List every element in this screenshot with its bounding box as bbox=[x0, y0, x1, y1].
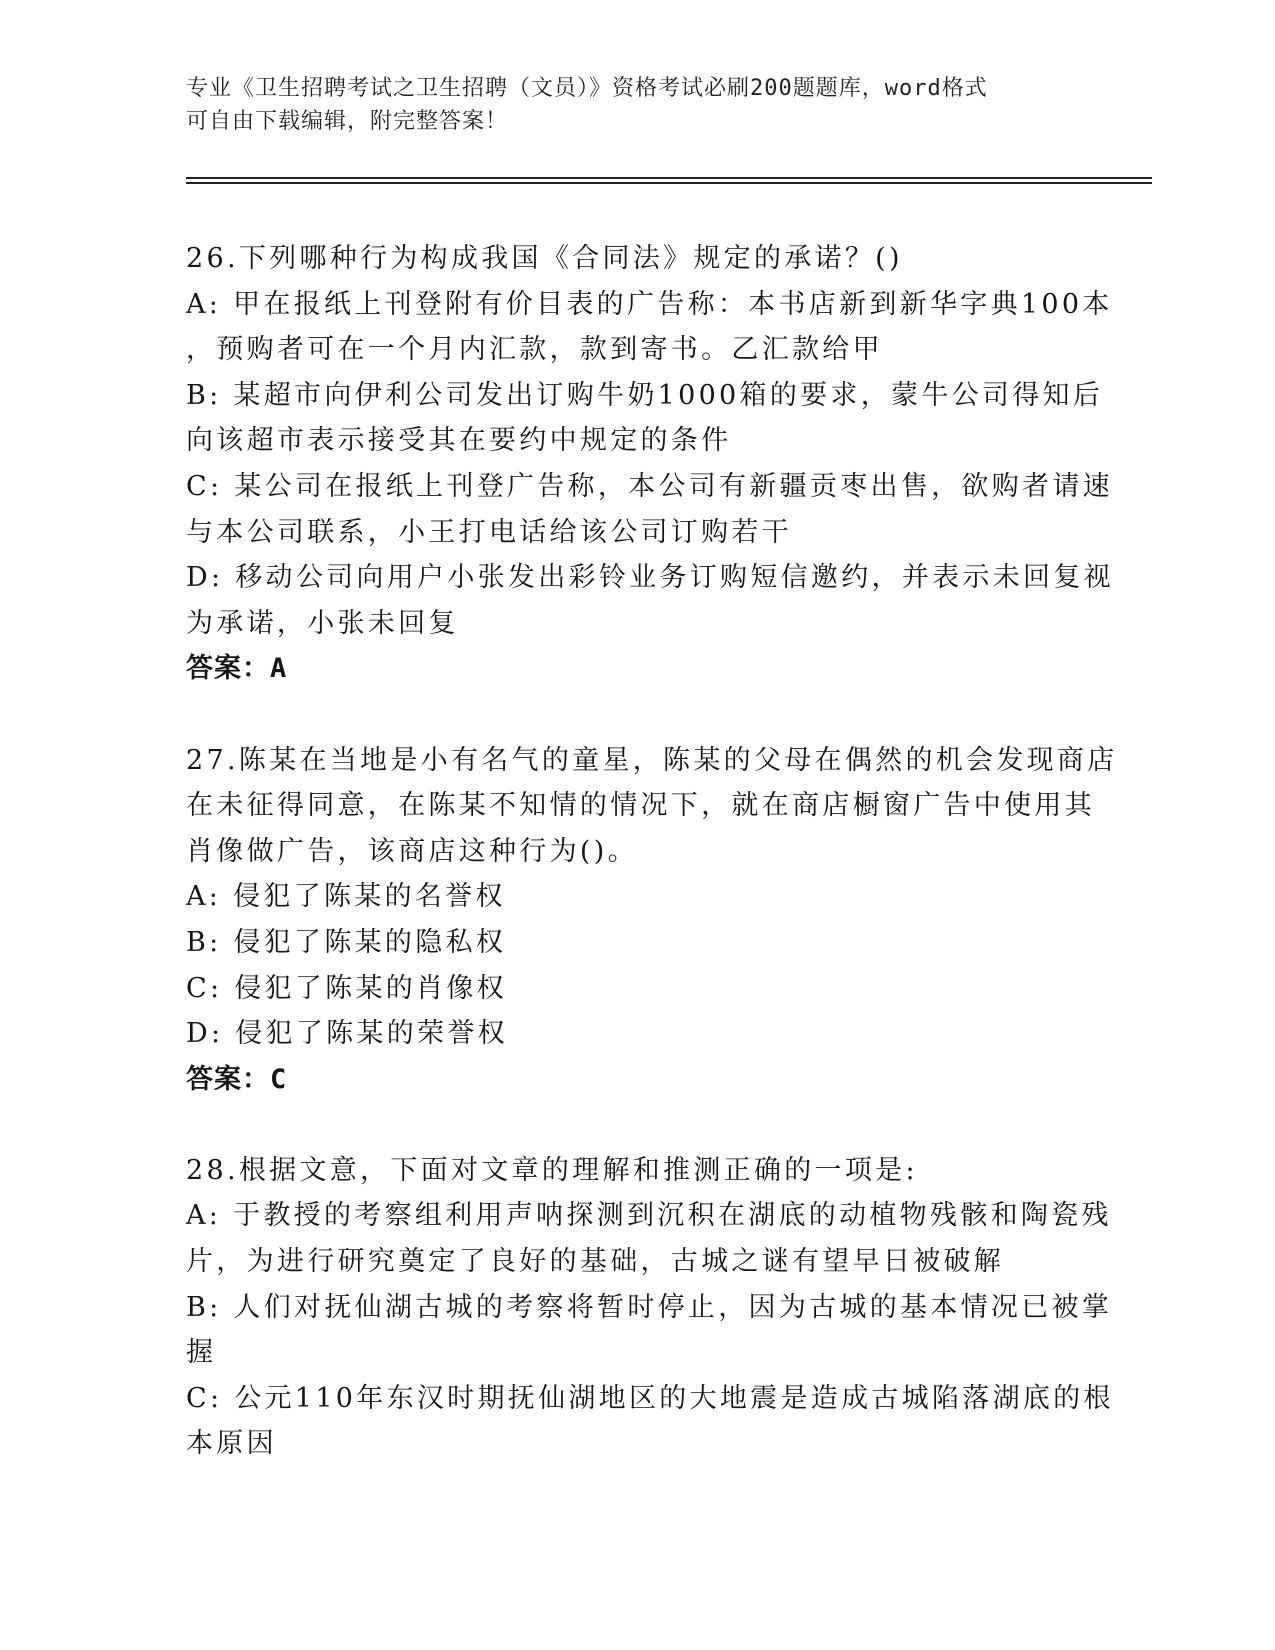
header-line-2: 可自由下载编辑，附完整答案！ bbox=[186, 109, 509, 134]
question-28 bbox=[186, 1148, 1114, 1467]
option-c: C: 侵犯了陈某的肖像权 bbox=[186, 972, 507, 1004]
option-d-continued: 为承诺，小张未回复 bbox=[186, 607, 459, 639]
answer-label: 答案：A bbox=[186, 653, 288, 685]
option-b: B: 人们对抚仙湖古城的考察将暂时停止，因为古城的基本情况已被掌 bbox=[186, 1291, 1113, 1323]
question-spacer bbox=[186, 692, 1086, 738]
option-b-continued: 向该超市表示接受其在要约中规定的条件 bbox=[186, 425, 732, 457]
question-stem: 26.下列哪种行为构成我国《合同法》规定的承诺？() bbox=[186, 243, 903, 274]
question-spacer bbox=[186, 1102, 1086, 1148]
question-stem: 27.陈某在当地是小有名气的童星，陈某的父母在偶然的机会发现商店 bbox=[186, 744, 1118, 776]
header-line-1: 专业《卫生招聘考试之卫生招聘（文员）》资格考试必刷200题题库，word格式 bbox=[186, 76, 988, 101]
option-b-continued: 握 bbox=[186, 1337, 217, 1369]
option-d: D: 移动公司向用户小张发出彩铃业务订购短信邀约，并表示未回复视 bbox=[186, 562, 1114, 594]
question-27 bbox=[186, 738, 1118, 1103]
document-header bbox=[186, 72, 1066, 138]
option-b: B: 某超市向伊利公司发出订购牛奶1000箱的要求，蒙牛公司得知后 bbox=[186, 379, 1104, 411]
question-stem: 28.根据文意，下面对文章的理解和推测正确的一项是: bbox=[186, 1154, 918, 1186]
option-d: D: 侵犯了陈某的荣誉权 bbox=[186, 1018, 508, 1050]
header-divider-top bbox=[186, 177, 1152, 179]
option-c-continued: 与本公司联系，小王打电话给该公司订购若干 bbox=[186, 516, 792, 548]
option-b: B: 侵犯了陈某的隐私权 bbox=[186, 926, 507, 958]
option-c-continued: 本原因 bbox=[186, 1428, 277, 1460]
option-a: A: 侵犯了陈某的名誉权 bbox=[186, 881, 506, 913]
option-a: A: 甲在报纸上刊登附有价目表的广告称：本书店新到新华字典100本 bbox=[186, 288, 1113, 320]
answer-label: 答案：C bbox=[186, 1063, 288, 1095]
option-c: C: 某公司在报纸上刊登广告称，本公司有新疆贡枣出售，欲购者请速 bbox=[186, 470, 1113, 502]
question-26 bbox=[186, 236, 1114, 692]
option-a: A: 于教授的考察组利用声呐探测到沉积在湖底的动植物残骸和陶瓷残 bbox=[186, 1200, 1112, 1232]
question-list bbox=[186, 236, 1118, 1467]
question-stem-continued: 在未征得同意，在陈某不知情的情况下，就在商店橱窗广告中使用其 bbox=[186, 790, 1095, 822]
option-a-continued: ，预购者可在一个月内汇款，款到寄书。乙汇款给甲 bbox=[186, 334, 883, 366]
option-a-continued: 片，为进行研究奠定了良好的基础，古城之谜有望早日被破解 bbox=[186, 1246, 1005, 1278]
header-divider-bottom bbox=[186, 182, 1152, 184]
question-stem-continued: 肖像做广告，该商店这种行为()。 bbox=[186, 835, 638, 867]
option-c: C: 公元110年东汉时期抚仙湖地区的大地震是造成古城陷落湖底的根 bbox=[186, 1382, 1114, 1414]
